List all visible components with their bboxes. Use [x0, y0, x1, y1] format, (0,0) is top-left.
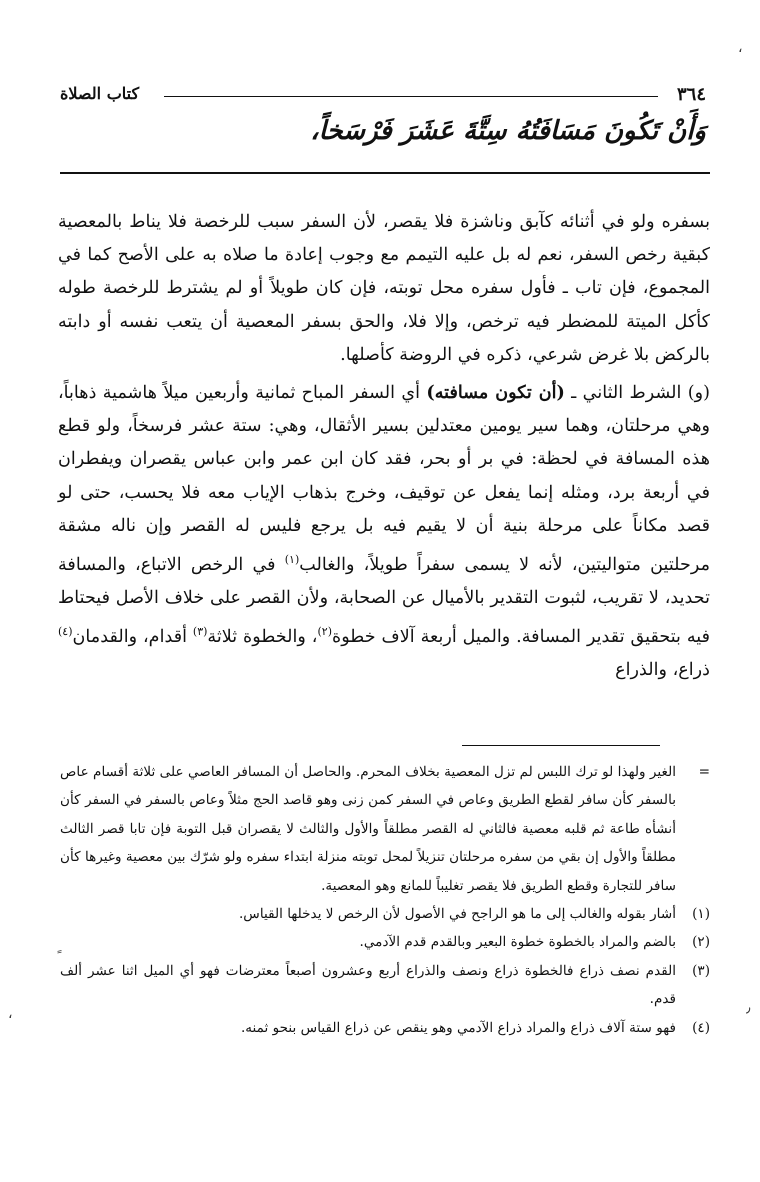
footnote-ref-4[interactable]: (٤) — [58, 625, 73, 639]
paragraph-1: بسفره ولو في أثنائه كآبق وناشزة فلا يقصر، لأن السفر سبب للرخصة فلا يناط بالمعصية كبقية رخص السفر، نعم له بل عليه التيمم مع وجوب إعادة ما صلاه به على الأصح كما في المجموع، فإن تاب ـ فأول سفره محل توبته، فإن كان طويلاً أو لم يشترط للرخصة طوله كأكل الميتة للمضطر فيه ترخص، وإلا فلا، والحق بسفر المعصية أن يتعب نفسه أو دابته بالركض بلا غرض شرعي، ذكره في الروضة كأصلها. — [58, 212, 710, 365]
paragraph-2-text: في الرخص الاتباع، والمسافة تحديد، لا تقريب، لثبوت التقدير بالأميال عن الصحابة، ولأن القصر على خلاف الأصل فيحتاط فيه بتحقيق تقدير المسافة. والميل أربعة آلاف خطوة — [58, 554, 710, 648]
matn-line: وَأَنْ تَكُونَ مَسَافَتُهُ سِتَّةَ عَشَرَ فَرْسَخاً، — [310, 116, 706, 146]
footnote-mark: (١) — [692, 906, 710, 923]
footnote-text: فهو ستة آلاف ذراع والمراد ذراع الآدمي وهو ينقص عن ذراع القياس بنحو ثمنه. — [240, 1019, 676, 1036]
paragraph-2-open: (و) الشرط الثاني ـ — [564, 383, 710, 404]
paragraph-2 — [58, 376, 710, 688]
footnote-text: القدم نصف ذراع فالخطوة ذراع ونصف والذراع أربع وعشرون أصبعاً معترضات فهو أي الميل اثنا عشر ألف قدم. — [60, 962, 676, 1008]
footnotes — [60, 758, 710, 1042]
footnote-1 — [60, 900, 710, 928]
footnote-divider — [462, 745, 660, 746]
footnote-mark: (٢) — [692, 934, 710, 951]
paragraph-2-text: أقدام، والقدمان — [72, 627, 193, 648]
footnote-text: أشار بقوله والغالب إلى ما هو الراجح في الأصول لأن الرخص لا يدخلها القياس. — [238, 906, 676, 923]
margin-mark: ، — [8, 1006, 13, 1022]
footnote-4 — [60, 1014, 710, 1042]
footnote-ref-1[interactable]: (١) — [284, 553, 300, 567]
footnote-3 — [60, 957, 710, 1014]
footnote-ref-3[interactable]: (٣) — [192, 625, 208, 639]
matn-quote: (أن تكون مسافته) — [426, 382, 565, 404]
paragraph-2-text: ذراع، والذراع — [615, 660, 710, 681]
footnote-text: الغير ولهذا لو ترك اللبس لم تزل المعصية بخلاف المحرم. والحاصل أن المسافر العاصي على ثلاثة أقسام عاص بالسفر كأن سافر لقطع الطريق وعاص في السفر كمن زنى وهو قاصد الحج مثلاً وعاص بالسفر في السفر كأن أنشأه طاعة ثم قلبه معصية فالثاني له القصر مطلقاً والأول والثالث لا يقصران قبل التوبة فإن تابا قصر الثالث مطلقاً والأول إن بقي من سفره مرحلتان تنزيلاً لمحل توبته منزلة ابتداء سفره ولو شرّك بين معصية وغيرها كأن سافر للتجارة وقطع الطريق فلا يقصر تغليباً للمانع وهو المعصية. — [60, 764, 676, 894]
running-header — [60, 84, 706, 106]
margin-mark: ٫ — [746, 1000, 751, 1016]
footnote-continued — [60, 758, 710, 900]
book-title: كتاب الصلاة — [60, 84, 140, 103]
footnote-2 — [60, 928, 710, 956]
paragraph-2-text: ، والخطوة ثلاثة — [207, 627, 318, 648]
page-number: ٣٦٤ — [676, 84, 706, 105]
margin-mark: ، — [738, 40, 743, 56]
footnote-mark: (٤) — [692, 1019, 710, 1036]
footnote-mark: (٣) — [692, 962, 710, 979]
footnote-ref-2[interactable]: (٢) — [317, 625, 332, 639]
footnote-mark: = — [698, 764, 710, 780]
matn-divider — [60, 172, 710, 174]
footnote-text: بالضم والمراد بالخطوة خطوة البعير وبالقدم قدم الآدمي. — [359, 934, 676, 951]
header-rule — [164, 96, 658, 97]
paragraph-2-text: أي السفر المباح ثمانية وأربعين ميلاً هاشمية ذهاباً، وهي مرحلتان، وهما سير يومين معتدلين بسير الأثقال، وهي: ستة عشر فرسخاً، ولو قطع هذه المسافة في لحظة: في بر أو بحر، فقد كان ابن عمر وابن عباس يقصران ويفطران في أربعة برد، ومثله إنما يفعل عن توقيف، وخرج بذهاب الإياب معه فلا يحسب، حتى لو قصد مكاناً على مرحلة بنية أن لا يقيم فيه بل يرجع فليس له القصر وإن ناله مشقة مرحلتين متواليتين، لأنه لا يسمى سفراً طويلاً، والغالب — [58, 383, 710, 575]
commentary-body — [58, 206, 710, 692]
